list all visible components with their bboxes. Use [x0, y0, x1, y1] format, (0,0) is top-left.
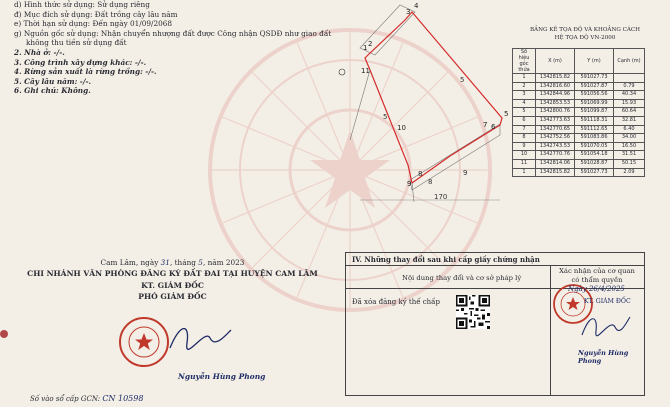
- point-cell: 2: [513, 82, 536, 91]
- point-cell: 1: [513, 74, 536, 83]
- edge-cell: 16.50: [614, 142, 645, 151]
- coords-row: [513, 99, 645, 108]
- coords-body: [513, 74, 645, 177]
- x-cell: 1342770.65: [536, 125, 575, 134]
- point-cell: 10: [513, 151, 536, 160]
- coords-row: [513, 134, 645, 143]
- edge-cell: 0.79: [614, 82, 645, 91]
- north-marker: [339, 69, 345, 75]
- edge-cell: 15.93: [614, 99, 645, 108]
- coords-row: [513, 116, 645, 125]
- coords-row: [513, 142, 645, 151]
- point-label: 10: [397, 124, 406, 132]
- changes-title: IV. Những thay đổi sau khi cấp giấy chứng nhận: [352, 255, 540, 264]
- note-item: 6. Ghi chú: Không.: [14, 86, 91, 96]
- coords-row: [513, 108, 645, 117]
- registry-number: [30, 394, 143, 403]
- coords-table: [512, 48, 645, 177]
- y-cell: 591112.65: [575, 125, 614, 134]
- issue-date: Cam Lâm, ngày 31, tháng 5, năm 2023: [100, 258, 245, 267]
- edge-cell: 6.40: [614, 125, 645, 134]
- y-cell: 591027.87: [575, 82, 614, 91]
- confirm-signer: Nguyễn Hùng Phong: [578, 349, 629, 365]
- usage-form: d) Hình thức sử dụng: Sử dụng riêng: [14, 0, 150, 9]
- agency-kt: KT. GIÁM ĐỐC: [141, 281, 204, 290]
- date-prefix: Cam Lâm, ngày: [100, 258, 159, 267]
- y-cell: 591070.05: [575, 142, 614, 151]
- parcel-boundary: [365, 12, 502, 183]
- change-entry: Đã xóa đăng ký thế chấp: [352, 298, 440, 306]
- col-confirm-header-2: có thẩm quyền: [571, 276, 623, 284]
- edge-cell: 34.00: [614, 134, 645, 143]
- point-label: 6: [491, 123, 496, 131]
- point-cell: 3: [513, 91, 536, 100]
- col-x-header: X (m): [536, 49, 575, 74]
- land-info-block: [14, 0, 331, 96]
- edge-cell: 40.34: [614, 91, 645, 100]
- parcel-map: [330, 0, 510, 205]
- x-cell: 1342800.76: [536, 108, 575, 117]
- confirm-title: KT. GIÁM ĐỐC: [584, 298, 631, 305]
- coords-row: [513, 91, 645, 100]
- point-label: 3: [406, 8, 411, 16]
- coords-row: [513, 82, 645, 91]
- coords-row: [513, 125, 645, 134]
- edge-cell: 2.09: [614, 168, 645, 177]
- col-y-header: Y (m): [575, 49, 614, 74]
- usage-origin-cont: không thu tiền sử dụng đất: [26, 38, 127, 48]
- edge-cell: 50.15: [614, 159, 645, 168]
- date-year: năm 2023: [207, 258, 245, 267]
- coords-row: [513, 168, 645, 177]
- x-cell: 1342815.82: [536, 74, 575, 83]
- edge-cell: 31.51: [614, 151, 645, 160]
- coords-header-row: [513, 49, 645, 74]
- edge-labels: [383, 76, 467, 201]
- coords-row: [513, 151, 645, 160]
- coords-row: [513, 159, 645, 168]
- point-cell: 11: [513, 159, 536, 168]
- margin-stamp-fragment: [0, 330, 8, 338]
- changes-section: [345, 252, 645, 396]
- edge-label: 5: [460, 76, 465, 84]
- x-cell: 1342773.63: [536, 116, 575, 125]
- agency-name: CHI NHÁNH VĂN PHÒNG ĐĂNG KÝ ĐẤT ĐAI TẠI HUYỆN CAM LÂM: [27, 269, 318, 278]
- signer-name: Nguyễn Hùng Phong: [178, 372, 266, 381]
- agency-deputy: PHÓ GIÁM ĐỐC: [138, 292, 207, 301]
- x-cell: 1342814.06: [536, 159, 575, 168]
- x-cell: 1342815.82: [536, 168, 575, 177]
- x-cell: 1342844.96: [536, 91, 575, 100]
- y-cell: 591083.86: [575, 134, 614, 143]
- y-cell: 591069.99: [575, 99, 614, 108]
- point-label: 1: [363, 44, 368, 52]
- coords-title-line1: BẢNG KÊ TỌA ĐỘ VÀ KHOẢNG CÁCH: [529, 27, 641, 33]
- usage-term: e) Thời hạn sử dụng: Đến ngày 01/09/2068: [14, 19, 173, 29]
- point-cell: 9: [513, 142, 536, 151]
- y-cell: 591118.31: [575, 116, 614, 125]
- point-label: 11: [361, 67, 370, 75]
- y-cell: 591027.73: [575, 74, 614, 83]
- confirm-signature-mark: [578, 309, 633, 343]
- x-cell: 1342770.76: [536, 151, 575, 160]
- qr-code: [456, 295, 490, 329]
- point-cell: 5: [513, 108, 536, 117]
- point-label: 2: [368, 40, 373, 48]
- road-label: 170: [434, 193, 448, 201]
- col-edge-header: Cạnh (m): [614, 49, 645, 74]
- construction-item: 3. Công trình xây dựng khác: -/-.: [14, 57, 147, 67]
- y-cell: 591054.18: [575, 151, 614, 160]
- point-label: 4: [414, 2, 419, 10]
- edge-label: 9: [463, 169, 468, 177]
- x-cell: 1342752.56: [536, 134, 575, 143]
- edge-cell: 60.64: [614, 108, 645, 117]
- y-cell: 591027.73: [575, 168, 614, 177]
- date-day: 31: [160, 258, 170, 267]
- point-label: 8: [418, 170, 423, 178]
- point-cell: 6: [513, 116, 536, 125]
- edge-cell: 32.81: [614, 116, 645, 125]
- usage-origin: g) Nguồn gốc sử dụng: Nhận chuyển nhượng đất được Công nhận QSDĐ như giao đất: [14, 28, 332, 38]
- x-cell: 1342743.53: [536, 142, 575, 151]
- confirm-date: Ngày 26/4/2025: [568, 285, 625, 293]
- col-confirm-header-1: Xác nhận của cơ quan: [559, 267, 635, 275]
- signature-mark: [165, 318, 235, 358]
- registry-value: CN 10598: [102, 394, 144, 403]
- point-cell: 1: [513, 168, 536, 177]
- point-labels: [361, 2, 508, 188]
- y-cell: 591056.56: [575, 91, 614, 100]
- coords-title-line2: HỆ TỌA ĐỘ VN-2000: [554, 35, 616, 41]
- usage-purpose: đ) Mục đích sử dụng: Đất trồng cây lâu năm: [14, 9, 178, 19]
- col-point-header: Số hiệu góc thửa: [513, 49, 536, 74]
- agency-seal: [118, 316, 170, 368]
- house-item: 2. Nhà ở: -/-.: [14, 47, 65, 57]
- coords-title: [510, 26, 660, 42]
- point-cell: 7: [513, 125, 536, 134]
- point-label: 9: [407, 180, 412, 188]
- date-month: 5: [198, 258, 203, 267]
- point-label: 5: [504, 110, 509, 118]
- edge-label: 5: [383, 113, 388, 121]
- forest-item: 4. Rừng sản xuất là rừng trồng: -/-.: [14, 67, 157, 77]
- col-content-header: Nội dung thay đổi và cơ sở pháp lý: [402, 274, 522, 282]
- registry-label: Số vào sổ cấp GCN:: [30, 395, 101, 403]
- y-cell: 591028.87: [575, 159, 614, 168]
- point-cell: 8: [513, 134, 536, 143]
- coords-row: [513, 74, 645, 83]
- perennial-item: 5. Cây lâu năm: -/-.: [14, 76, 92, 86]
- x-cell: 1342853.53: [536, 99, 575, 108]
- point-cell: 4: [513, 99, 536, 108]
- edge-cell: [614, 74, 645, 83]
- column-divider: [550, 265, 551, 395]
- x-cell: 1342816.60: [536, 82, 575, 91]
- date-month-label: tháng: [174, 258, 196, 267]
- point-label: 7: [483, 121, 488, 129]
- y-cell: 591099.87: [575, 108, 614, 117]
- edge-label: 8: [428, 178, 433, 186]
